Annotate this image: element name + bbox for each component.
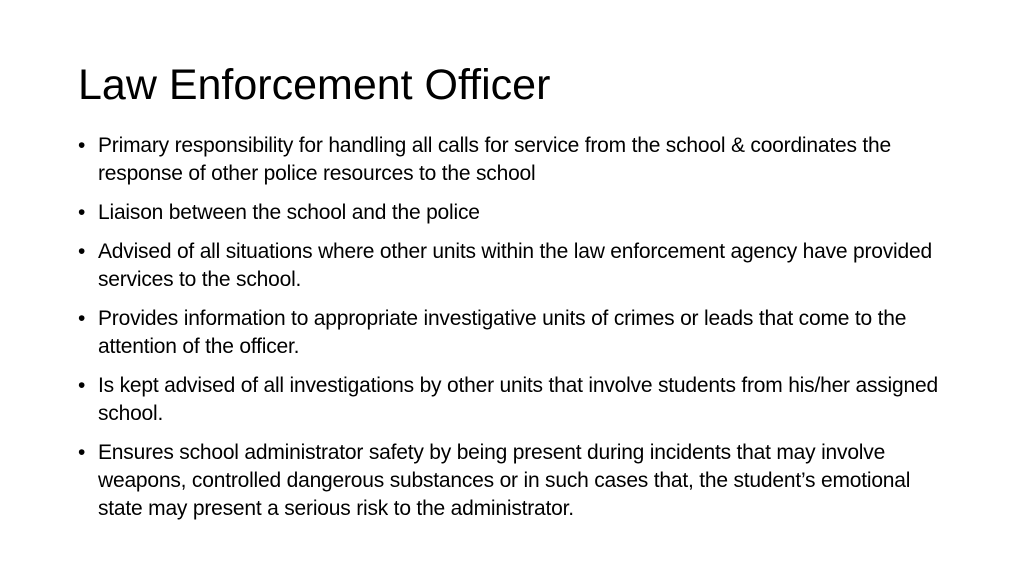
bullet-item xyxy=(78,439,958,523)
bullet-text: Is kept advised of all investigations by other units that involve students from his/her assigned school. xyxy=(98,374,938,425)
bullet-text: Advised of all situations where other units within the law enforcement agency have provided services to the school. xyxy=(98,240,932,291)
bullet-dot-icon: • xyxy=(78,134,86,157)
bullet-dot-icon: • xyxy=(78,441,86,464)
bullet-text: Primary responsibility for handling all calls for service from the school & coordinates the response of other police resources to the school xyxy=(98,134,891,185)
bullet-dot-icon: • xyxy=(78,374,86,397)
bullet-list xyxy=(78,132,958,534)
bullet-dot-icon: • xyxy=(78,240,86,263)
bullet-item xyxy=(78,372,958,428)
bullet-dot-icon: • xyxy=(78,201,86,224)
bullet-item xyxy=(78,199,958,227)
bullet-item xyxy=(78,132,958,188)
bullet-text: Liaison between the school and the police xyxy=(98,201,480,224)
bullet-text: Provides information to appropriate investigative units of crimes or leads that come to the attention of the officer. xyxy=(98,307,907,358)
bullet-item xyxy=(78,238,958,294)
bullet-dot-icon: • xyxy=(78,307,86,330)
bullet-item xyxy=(78,305,958,361)
bullet-text: Ensures school administrator safety by being present during incidents that may involve weapons, controlled dangerous substances or in such cases that, the student’s emotional state may present a serious risk to the administrator. xyxy=(98,441,911,520)
slide-title: Law Enforcement Officer xyxy=(78,61,551,109)
